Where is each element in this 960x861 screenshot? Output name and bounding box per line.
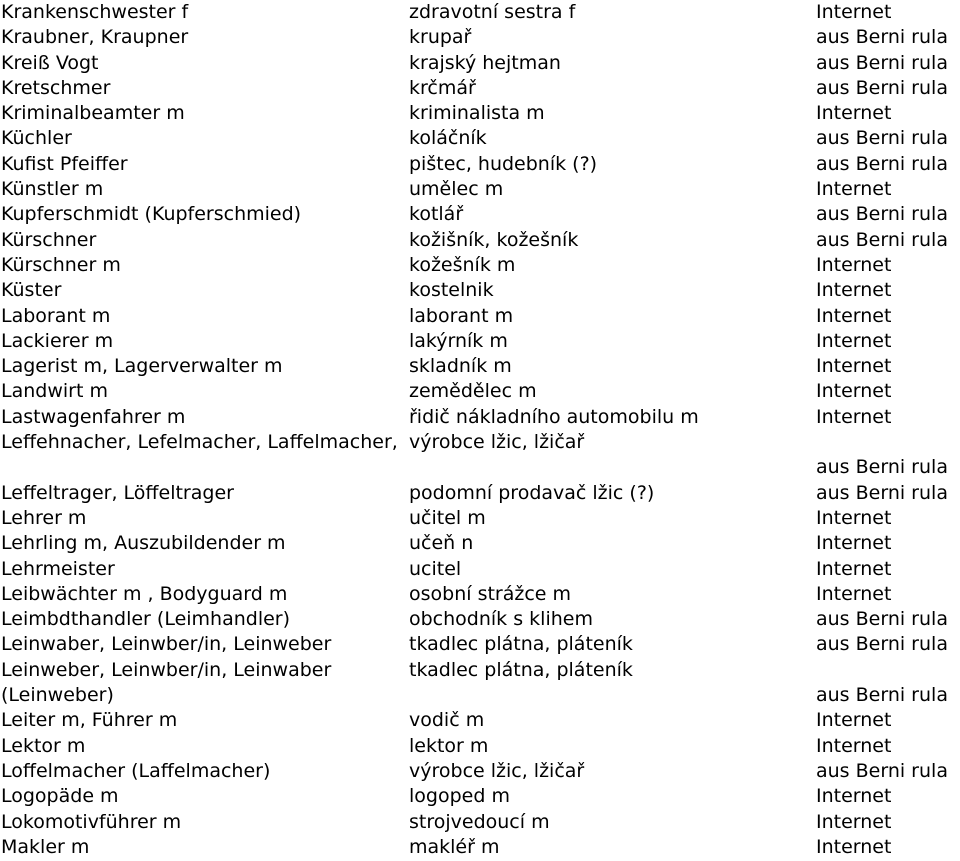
german-term: Leiter m, Führer m — [1, 709, 178, 732]
czech-term: lakýrník m — [409, 329, 508, 352]
czech-term: kriminalista m — [409, 102, 545, 125]
german-term: Kürschner — [1, 228, 97, 251]
source-label: Internet — [816, 557, 892, 580]
czech-term: lektor m — [409, 734, 489, 757]
german-term: Lehrer m — [1, 506, 87, 529]
table-row — [0, 582, 960, 607]
source-label: aus Berni rula — [816, 228, 948, 251]
czech-term: laborant m — [409, 304, 514, 327]
german-term: Kreiß Vogt — [1, 51, 99, 74]
german-term: Laborant m — [1, 304, 111, 327]
czech-term: zemědělec m — [409, 380, 537, 403]
czech-term: kožešník m — [409, 253, 516, 276]
table-row — [0, 329, 960, 354]
source-label: aus Berni rula — [816, 456, 948, 479]
german-term: Lastwagenfahrer m — [1, 405, 186, 428]
czech-term: zdravotní sestra f — [409, 1, 576, 23]
table-row — [0, 304, 960, 329]
table-row — [0, 0, 960, 25]
source-label: Internet — [816, 304, 892, 327]
czech-term: pištec, hudebník (?) — [409, 152, 598, 175]
czech-term: logoped m — [409, 785, 510, 808]
table-row — [0, 253, 960, 278]
source-label: Internet — [816, 355, 892, 378]
table-row — [0, 25, 960, 50]
table-row — [0, 51, 960, 76]
source-label: Internet — [816, 380, 892, 403]
table-row — [0, 784, 960, 809]
source-label: aus Berni rula — [816, 203, 948, 226]
source-label: Internet — [816, 1, 892, 23]
czech-term: obchodník s klihem — [409, 608, 593, 631]
german-term: Krankenschwester f — [1, 1, 189, 23]
czech-term: skladník m — [409, 355, 512, 378]
source-label: Internet — [816, 709, 892, 732]
czech-term: krčmář — [409, 76, 476, 99]
german-term: Loffelmacher (Laffelmacher) — [1, 759, 271, 782]
source-label: aus Berni rula — [816, 481, 948, 504]
czech-term: krupař — [409, 26, 472, 49]
czech-term: učitel m — [409, 506, 486, 529]
source-label: Internet — [816, 405, 892, 428]
german-term: Lektor m — [1, 734, 86, 757]
german-term: Küster — [1, 279, 62, 302]
german-term: Lehrmeister — [1, 557, 115, 580]
table-row — [0, 430, 960, 481]
german-term: Landwirt m — [1, 380, 108, 403]
german-term: Leinweber, Leinwber/in, Leinwaber (Leinweber) — [1, 658, 332, 707]
source-label: aus Berni rula — [816, 633, 948, 656]
czech-term: koláčník — [409, 127, 487, 150]
czech-term: osobní strážce m — [409, 582, 572, 605]
table-row — [0, 177, 960, 202]
german-term: Kufist Pfeiffer — [1, 152, 128, 175]
german-term: Küchler — [1, 127, 72, 150]
czech-term: výrobce lžic, lžičař — [409, 759, 585, 782]
czech-term: řidič nákladního automobilu m — [409, 405, 699, 428]
source-label: aus Berni rula — [816, 608, 948, 631]
table-row — [0, 202, 960, 227]
source-label: aus Berni rula — [816, 152, 948, 175]
source-label: Internet — [816, 279, 892, 302]
source-label: aus Berni rula — [816, 26, 948, 49]
source-label: Internet — [816, 810, 892, 833]
table-row — [0, 278, 960, 303]
german-term: Leinwaber, Leinwber/in, Leinweber — [1, 633, 332, 656]
german-term: Lagerist m, Lagerverwalter m — [1, 355, 283, 378]
czech-term: umělec m — [409, 178, 504, 201]
czech-term: výrobce lžic, lžičař — [409, 431, 585, 454]
czech-term: kotlář — [409, 203, 464, 226]
german-term: Lokomotivführer m — [1, 810, 182, 833]
table-row — [0, 405, 960, 430]
table-row — [0, 101, 960, 126]
source-label: aus Berni rula — [816, 76, 948, 99]
source-label: aus Berni rula — [816, 684, 948, 707]
table-row — [0, 734, 960, 759]
table-row — [0, 481, 960, 506]
german-term: Logopäde m — [1, 785, 119, 808]
table-row — [0, 354, 960, 379]
table-row — [0, 531, 960, 556]
czech-term: kožišník, kožešník — [409, 228, 579, 251]
german-term: Künstler m — [1, 178, 104, 201]
source-label: Internet — [816, 329, 892, 352]
czech-term: učeň n — [409, 532, 474, 555]
german-term: Leffehnacher, Lefelmacher, Laffelmacher, — [1, 431, 398, 454]
source-label: Internet — [816, 785, 892, 808]
german-term: Leimbdthandler (Leimhandler) — [1, 608, 291, 631]
table-row — [0, 126, 960, 151]
table-row — [0, 506, 960, 531]
source-label: Internet — [816, 178, 892, 201]
table-row — [0, 228, 960, 253]
table-row — [0, 607, 960, 632]
table-row — [0, 658, 960, 709]
source-label: Internet — [816, 532, 892, 555]
table-row — [0, 810, 960, 835]
source-label: Internet — [816, 734, 892, 757]
german-term: Kupferschmidt (Kupferschmied) — [1, 203, 302, 226]
german-term: Kürschner m — [1, 253, 121, 276]
source-label: aus Berni rula — [816, 127, 948, 150]
czech-term: podomní prodavač lžic (?) — [409, 481, 655, 504]
german-term: Makler m — [1, 835, 90, 858]
table-row — [0, 557, 960, 582]
source-label: Internet — [816, 253, 892, 276]
table-row — [0, 708, 960, 733]
czech-term: krajský hejtman — [409, 51, 561, 74]
table-row — [0, 76, 960, 101]
table-row — [0, 759, 960, 784]
source-label: aus Berni rula — [816, 51, 948, 74]
czech-term: vodič m — [409, 709, 485, 732]
table-row — [0, 379, 960, 404]
table-row — [0, 632, 960, 657]
source-label: aus Berni rula — [816, 759, 948, 782]
source-label: Internet — [816, 506, 892, 529]
czech-term: tkadlec plátna, pláteník — [409, 633, 633, 656]
german-term: Leibwächter m , Bodyguard m — [1, 582, 288, 605]
source-label: Internet — [816, 102, 892, 125]
czech-term: strojvedoucí m — [409, 810, 550, 833]
czech-term: makléř m — [409, 835, 500, 858]
source-label: Internet — [816, 582, 892, 605]
german-term: Kraubner, Kraupner — [1, 26, 189, 49]
czech-term: tkadlec plátna, pláteník — [409, 658, 633, 681]
german-term: Kriminalbeamter m — [1, 102, 185, 125]
source-label: Internet — [816, 835, 892, 858]
table-row — [0, 152, 960, 177]
german-term: Lehrling m, Auszubildender m — [1, 532, 286, 555]
table-row — [0, 835, 960, 860]
german-term: Kretschmer — [1, 76, 111, 99]
german-term: Leffeltrager, Löffeltrager — [1, 481, 234, 504]
czech-term: ucitel — [409, 557, 462, 580]
czech-term: kostelnik — [409, 279, 494, 302]
german-term: Lackierer m — [1, 329, 114, 352]
